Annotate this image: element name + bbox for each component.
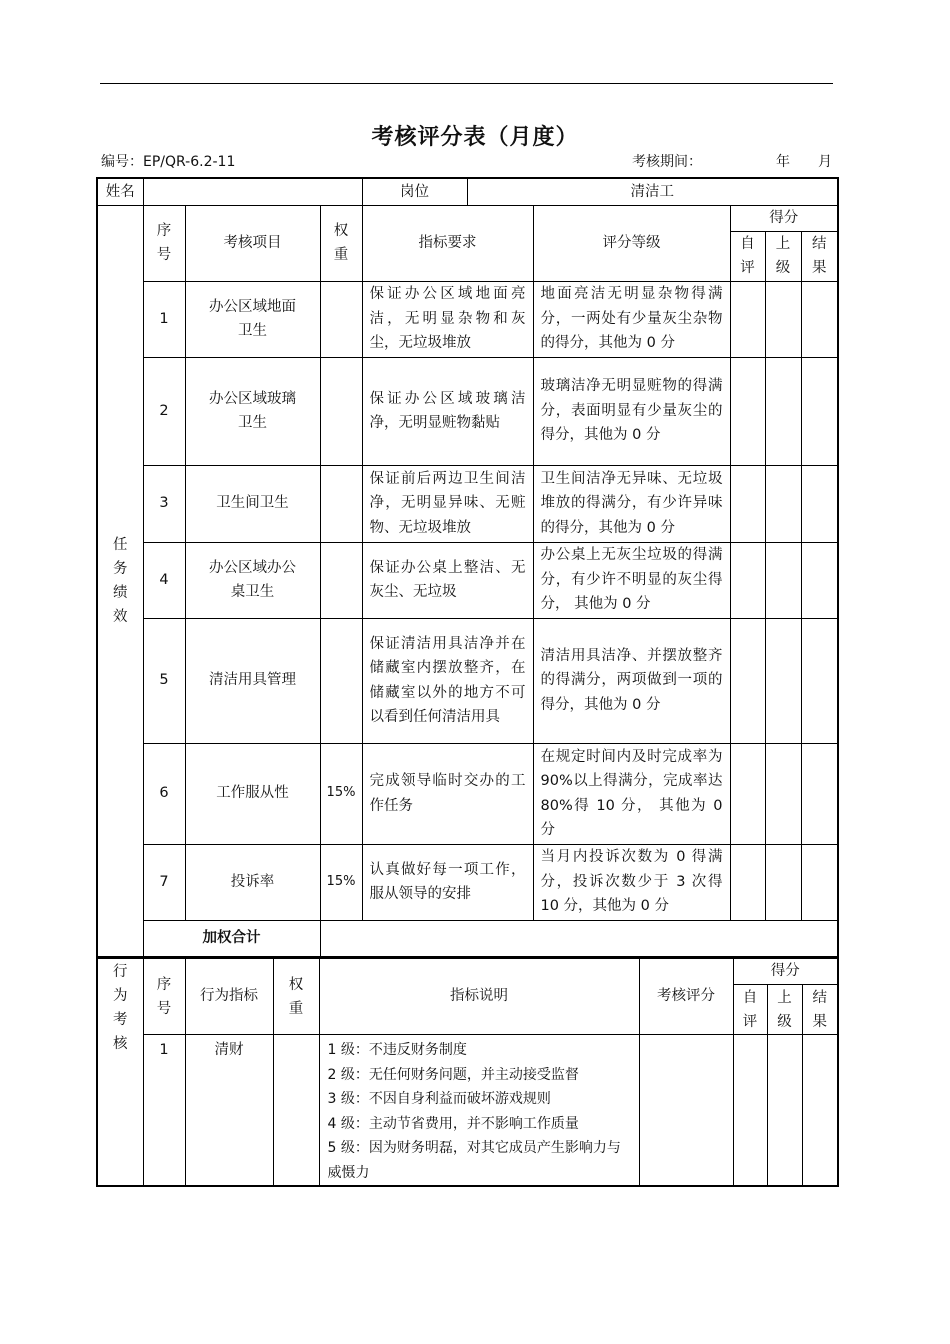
b-col-self-header: [733, 985, 767, 1035]
row-item: [185, 542, 320, 618]
row-weight[interactable]: [320, 542, 362, 618]
b-row-indicator: 清财: [185, 1035, 273, 1187]
row-item: 投诉率: [185, 844, 320, 920]
row-requirement: 保证办公桌上整洁、无灰尘、无垃圾: [362, 542, 533, 618]
row-grade: 在规定时间内及时完成率为 90%以上得满分，完成率达 80%得 10 分， 其他为 0 分: [533, 743, 730, 844]
row-seq: 1: [143, 281, 185, 357]
col-result-text: 结果: [812, 236, 827, 276]
row-seq: 5: [143, 618, 185, 743]
period-label: 考核期间：: [632, 154, 702, 170]
row-superior-score[interactable]: [765, 743, 801, 844]
row-grade: 地面亮洁无明显杂物得满分，一两处有少量灰尘杂物的得分，其他为 0 分: [533, 281, 730, 357]
b-row-seq: 1: [143, 1035, 185, 1187]
year-label: 年: [776, 154, 790, 170]
row-weight[interactable]: [320, 281, 362, 357]
b-row-superior-score[interactable]: [767, 1035, 802, 1187]
row-grade: 卫生间洁净无异味、无垃圾堆放的得满分，有少许异味的得分，其他为 0 分: [533, 465, 730, 542]
col-result-header: [801, 231, 838, 281]
col-weight-text: 权重: [333, 223, 349, 263]
info-row: [97, 178, 838, 205]
b-row-levels: [319, 1035, 639, 1187]
name-label: 姓名: [97, 178, 143, 205]
row-requirement: 完成领导临时交办的工作任务: [362, 743, 533, 844]
col-self-header: [730, 231, 765, 281]
b-col-score-header: 得分: [733, 959, 838, 985]
row-grade: 当月内投诉次数为 0 得满分，投诉次数少于 3 次得 10 分，其他为 0 分: [533, 844, 730, 920]
row-self-score[interactable]: [730, 465, 765, 542]
table-row: [97, 743, 838, 844]
task-section-label: [97, 205, 143, 957]
table-row: [97, 465, 838, 542]
page-title: 考核评分表（月度）: [371, 125, 579, 150]
row-superior-score[interactable]: [765, 542, 801, 618]
behavior-section-text: 行为考核: [113, 964, 128, 1052]
row-grade: 清洁用具洁净、并摆放整齐的得满分，两项做到一项的得分，其他为 0 分: [533, 618, 730, 743]
row-item: [185, 357, 320, 465]
row-superior-score[interactable]: [765, 357, 801, 465]
table-row: [97, 618, 838, 743]
level-2: 2 级：无任何财务问题，并主动接受监督: [327, 1066, 579, 1083]
behavior-section-label: [97, 959, 143, 1187]
b-col-superior-text: 上级: [777, 989, 792, 1030]
row-superior-score[interactable]: [765, 618, 801, 743]
b-col-description-header: 指标说明: [319, 959, 639, 1035]
col-score-header: 得分: [730, 205, 838, 231]
form-code: 编号：EP/QR-6.2-11: [101, 154, 236, 170]
row-seq: 6: [143, 743, 185, 844]
row-requirement: 保证前后两边卫生间洁净，无明显异味、无赃物、无垃圾堆放: [362, 465, 533, 542]
row-requirement: 认真做好每一项工作，服从领导的安排: [362, 844, 533, 920]
row-seq: 2: [143, 357, 185, 465]
b-row-rating[interactable]: [639, 1035, 733, 1187]
row-weight[interactable]: [320, 618, 362, 743]
row-self-score[interactable]: [730, 618, 765, 743]
table-row: [97, 357, 838, 465]
behavior-header-row-1: [97, 959, 838, 985]
row-item: 卫生间卫生: [185, 465, 320, 542]
header-rule: [100, 83, 833, 84]
b-col-superior-header: [767, 985, 802, 1035]
row-result-score[interactable]: [801, 465, 838, 542]
row-result-score[interactable]: [801, 618, 838, 743]
row-self-score[interactable]: [730, 542, 765, 618]
level-3: 3 级：不因自身利益而破坏游戏规则: [327, 1091, 551, 1107]
col-self-text: 自评: [740, 236, 755, 276]
level-5: 5 级：因为财务明磊，对其它成员产生影响力与威慑力: [327, 1140, 621, 1181]
row-item: [185, 281, 320, 357]
table-row: [97, 844, 838, 920]
row-superior-score[interactable]: [765, 465, 801, 542]
col-weight-header: [320, 205, 362, 281]
row-requirement: 保证办公区域玻璃洁净，无明显赃物黏贴: [362, 357, 533, 465]
col-superior-header: [765, 231, 801, 281]
behavior-assessment-table: [96, 958, 839, 1187]
row-item-text: 办公区域办公桌卫生: [209, 559, 296, 600]
row-grade: 玻璃洁净无明显赃物的得满分，表面明显有少量灰尘的得分，其他为 0 分: [533, 357, 730, 465]
b-row-result-score[interactable]: [802, 1035, 838, 1187]
row-self-score[interactable]: [730, 844, 765, 920]
table-row: [97, 1035, 838, 1187]
name-value[interactable]: [143, 178, 362, 205]
task-performance-table: [96, 177, 839, 958]
row-seq: 3: [143, 465, 185, 542]
row-result-score[interactable]: [801, 357, 838, 465]
month-label: 月: [818, 154, 832, 170]
row-self-score[interactable]: [730, 357, 765, 465]
row-seq: 4: [143, 542, 185, 618]
row-requirement: 保证清洁用具洁净并在储藏室内摆放整齐，在储藏室以外的地方不可以看到任何清洁用具: [362, 618, 533, 743]
row-item-text: 办公区域地面卫生: [209, 298, 296, 339]
col-grade-header: 评分等级: [533, 205, 730, 281]
b-col-seq-text: 序号: [156, 976, 172, 1017]
row-superior-score[interactable]: [765, 844, 801, 920]
row-requirement: 保证办公区域地面亮洁，无明显杂物和灰尘，无垃圾堆放: [362, 281, 533, 357]
b-col-result-text: 结果: [812, 989, 828, 1030]
col-seq-header: [143, 205, 185, 281]
b-col-weight-text: 权重: [288, 976, 304, 1017]
b-row-self-score[interactable]: [733, 1035, 767, 1187]
weighted-total-label: 加权合计: [143, 920, 320, 957]
row-item: 工作服从性: [185, 743, 320, 844]
b-col-result-header: [802, 985, 838, 1035]
row-self-score[interactable]: [730, 281, 765, 357]
weighted-total-row: [97, 920, 838, 957]
col-seq-text: 序号: [156, 223, 172, 263]
level-4: 4 级：主动节省费用，并不影响工作质量: [327, 1115, 579, 1132]
row-result-score[interactable]: [801, 743, 838, 844]
weighted-total-value[interactable]: [320, 920, 838, 957]
row-self-score[interactable]: [730, 743, 765, 844]
row-weight[interactable]: 15%: [320, 844, 362, 920]
task-header-row-1: [97, 205, 838, 231]
row-weight[interactable]: 15%: [320, 743, 362, 844]
position-label: 岗位: [362, 178, 467, 205]
b-col-rating-header: 考核评分: [639, 959, 733, 1035]
level-1: 1 级：不违反财务制度: [327, 1042, 467, 1058]
task-section-text: 任务绩效: [113, 536, 128, 625]
row-result-score[interactable]: [801, 281, 838, 357]
b-col-weight-header: [273, 959, 319, 1035]
col-requirement-header: 指标要求: [362, 205, 533, 281]
row-result-score[interactable]: [801, 542, 838, 618]
row-weight[interactable]: [320, 465, 362, 542]
table-row: [97, 542, 838, 618]
b-row-weight[interactable]: [273, 1035, 319, 1187]
b-col-indicator-header: 行为指标: [185, 959, 273, 1035]
row-superior-score[interactable]: [765, 281, 801, 357]
row-seq: 7: [143, 844, 185, 920]
row-item: 清洁用具管理: [185, 618, 320, 743]
table-row: [97, 281, 838, 357]
b-col-self-text: 自评: [742, 989, 758, 1030]
row-item-text: 办公区域玻璃卫生: [209, 390, 296, 431]
position-value[interactable]: 清洁工: [467, 178, 838, 205]
col-item-header: 考核项目: [185, 205, 320, 281]
col-superior-text: 上级: [775, 236, 791, 276]
row-weight[interactable]: [320, 357, 362, 465]
b-col-seq-header: [143, 959, 185, 1035]
row-result-score[interactable]: [801, 844, 838, 920]
row-grade: 办公桌上无灰尘垃圾的得满分，有少许不明显的灰尘得分， 其他为 0 分: [533, 542, 730, 618]
